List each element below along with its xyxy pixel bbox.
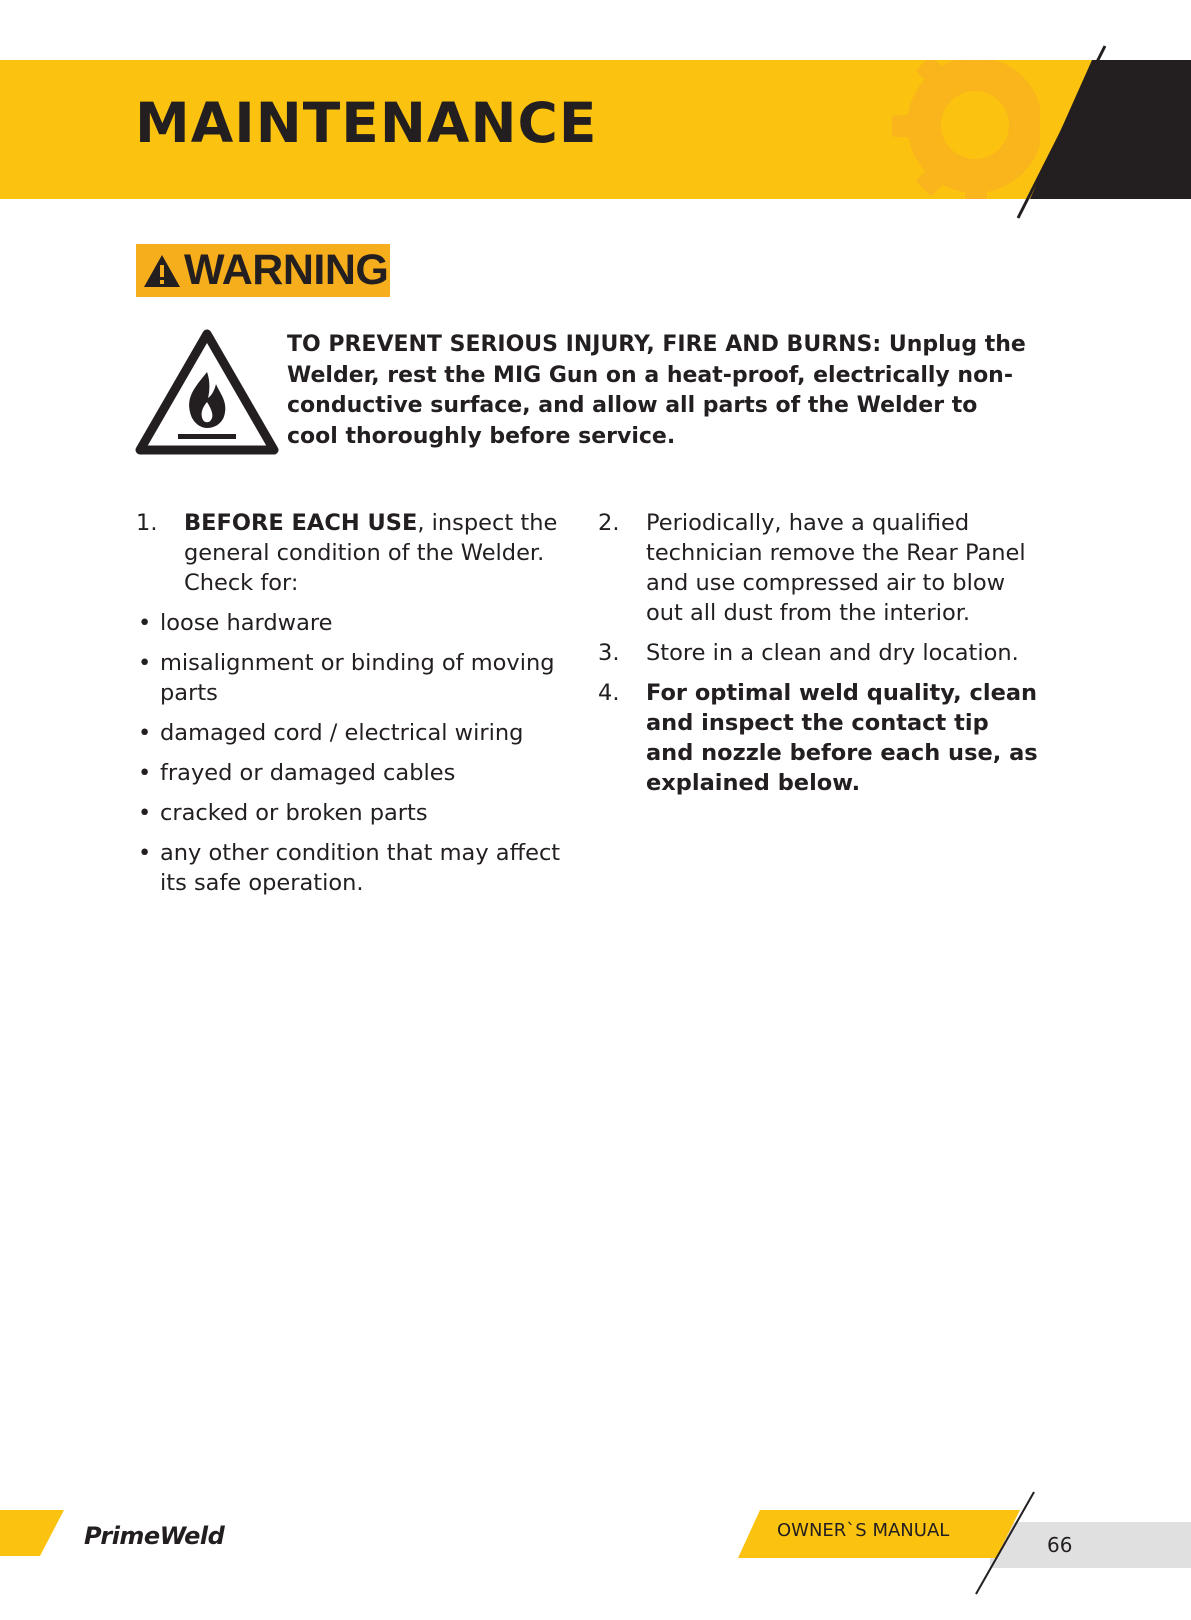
check-item-text: any other condition that may affect its safe operation.	[160, 840, 561, 896]
step-number: 4.	[598, 680, 620, 706]
step-text: Store in a clean and dry location.	[646, 640, 1019, 666]
bullet-icon: •	[138, 650, 152, 676]
warning-label-text: WARNING	[184, 246, 389, 294]
step-text: , inspect the general condition of the Welder. Check for:	[184, 510, 558, 596]
check-item	[136, 838, 576, 898]
check-item	[136, 648, 576, 708]
step-4	[598, 678, 1038, 798]
step-3	[598, 638, 1038, 668]
brand-logo: PrimeWeld	[84, 1522, 225, 1550]
warning-text: TO PREVENT SERIOUS INJURY, FIRE AND BURNS: Unplug the Welder, rest the MIG Gun on a heat-proof, electrically non-conductive surface, and allow all parts of the Welder to cool thoroughly before service.	[287, 332, 1026, 449]
warning-label	[136, 244, 390, 297]
steps-right-column	[598, 508, 1038, 808]
bullet-icon: •	[138, 760, 152, 786]
step-text: For optimal weld quality, clean and inspect the contact tip and nozzle before each use, as explained below.	[646, 680, 1038, 796]
steps-left-column	[136, 508, 576, 898]
bullet-icon: •	[138, 840, 152, 866]
page-title: MAINTENANCE	[135, 91, 598, 155]
check-item-text: frayed or damaged cables	[160, 760, 456, 786]
step-1	[136, 508, 576, 598]
step-number: 3.	[598, 640, 620, 666]
check-item-text: cracked or broken parts	[160, 800, 428, 826]
check-item-text: loose hardware	[160, 610, 333, 636]
flammable-hazard-icon	[134, 328, 280, 456]
bullet-icon: •	[138, 610, 152, 636]
bullet-icon: •	[138, 720, 152, 746]
check-item-text: misalignment or binding of moving parts	[160, 650, 555, 706]
check-item	[136, 798, 576, 828]
step-2	[598, 508, 1038, 628]
check-item	[136, 758, 576, 788]
bullet-icon: •	[138, 800, 152, 826]
step-number: 2.	[598, 510, 620, 536]
check-item-text: damaged cord / electrical wiring	[160, 720, 524, 746]
check-item	[136, 718, 576, 748]
check-item	[136, 608, 576, 638]
footer-right-band	[0, 1490, 1191, 1600]
step-number: 1.	[136, 510, 158, 536]
step-text: Periodically, have a qualified technician remove the Rear Panel and use compressed air to blow out all dust from the interior.	[646, 510, 1026, 626]
step-lead: BEFORE EACH USE	[184, 510, 418, 536]
manual-label: OWNER`S MANUAL	[777, 1520, 950, 1541]
warning-triangle-icon	[142, 253, 182, 289]
page-number: 66	[1047, 1533, 1073, 1557]
